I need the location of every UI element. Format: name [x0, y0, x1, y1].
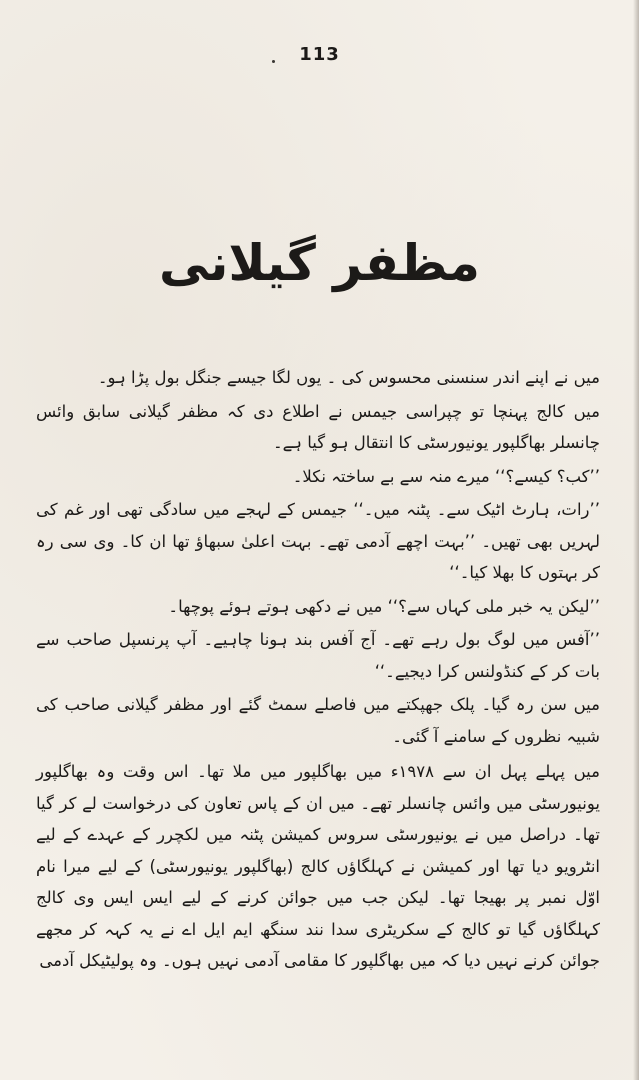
page-number: 113	[299, 44, 340, 65]
chapter-title: مظفر گیلانی	[159, 234, 480, 292]
paragraph: ’’لیکن یہ خبر ملی کہاں سے؟‘‘ میں نے دکھی ہوتے ہوئے پوچھا۔	[168, 596, 600, 616]
body-text	[36, 362, 600, 979]
page-edge-shadow	[633, 0, 639, 1080]
paragraph: ’’رات، ہارٹ اٹیک سے۔ پٹنہ میں۔‘‘ جیمس کے لہجے میں سادگی تھی اور غم کی لہریں بھی تھیں۔ ’’بہت اچھے آدمی تھے۔ بہت اعلیٰ سبھاؤ تھا ان کا۔ وی سی رہ کر بہتوں کا بھلا کیا۔‘‘	[36, 500, 600, 582]
paragraph: میں پہلے پہل ان سے ۱۹۷۸ء میں بھاگلپور میں ملا تھا۔ اس وقت وہ بھاگلپور یونیورسٹی میں وائس چانسلر تھے۔ میں ان کے پاس تعاون کی درخواست لے کر گیا تھا۔ دراصل میں نے یونیورسٹی سروس کمیشن پٹنہ میں لکچرر کے عہدے کے لیے انٹرویو دیا تھا اور کمیشن نے کہلگاؤں کالج (بھاگلپور یونیورسٹی) کے لیے میرا نام اوّل نمبر پر بھیجا تھا۔ لیکن جب میں جوائن کرنے کے لیے ایس ایس وی کالج کہلگاؤں گیا تو کالج کے سکریٹری سدا نند سنگھ ایم ایل اے نے یہ کہہ کر مجھے جوائن کرنے نہیں دیا کہ میں بھاگلپور کا مقامی آدمی نہیں ہوں۔ وہ پولیٹیکل آدمی	[36, 762, 600, 970]
paragraph: ’’آفس میں لوگ بول رہے تھے۔ آج آفس بند ہونا چاہیے۔ آپ پرنسپل صاحب سے بات کر کے کنڈولنس کرا دیجیے۔‘‘	[36, 630, 600, 681]
paragraph: میں سن رہ گیا۔ پلک جھپکتے میں فاصلے سمٹ گئے اور مظفر گیلانی صاحب کی شبیہ نظروں کے سامنے آ گئی۔	[36, 695, 600, 746]
paragraph: ’’کب؟ کیسے؟‘‘ میرے منہ سے بے ساختہ نکلا۔	[292, 466, 600, 486]
ink-mark	[272, 60, 275, 63]
paragraph: میں نے اپنے اندر سنسنی محسوس کی ۔ یوں لگا جیسے جنگل بول پڑا ہو۔	[97, 368, 600, 387]
paragraph: میں کالج پہنچا تو چپراسی جیمس نے اطلاع دی کہ مظفر گیلانی سابق وائس چانسلر بھاگلپور یونیورسٹی کا انتقال ہو گیا ہے۔	[36, 401, 600, 452]
